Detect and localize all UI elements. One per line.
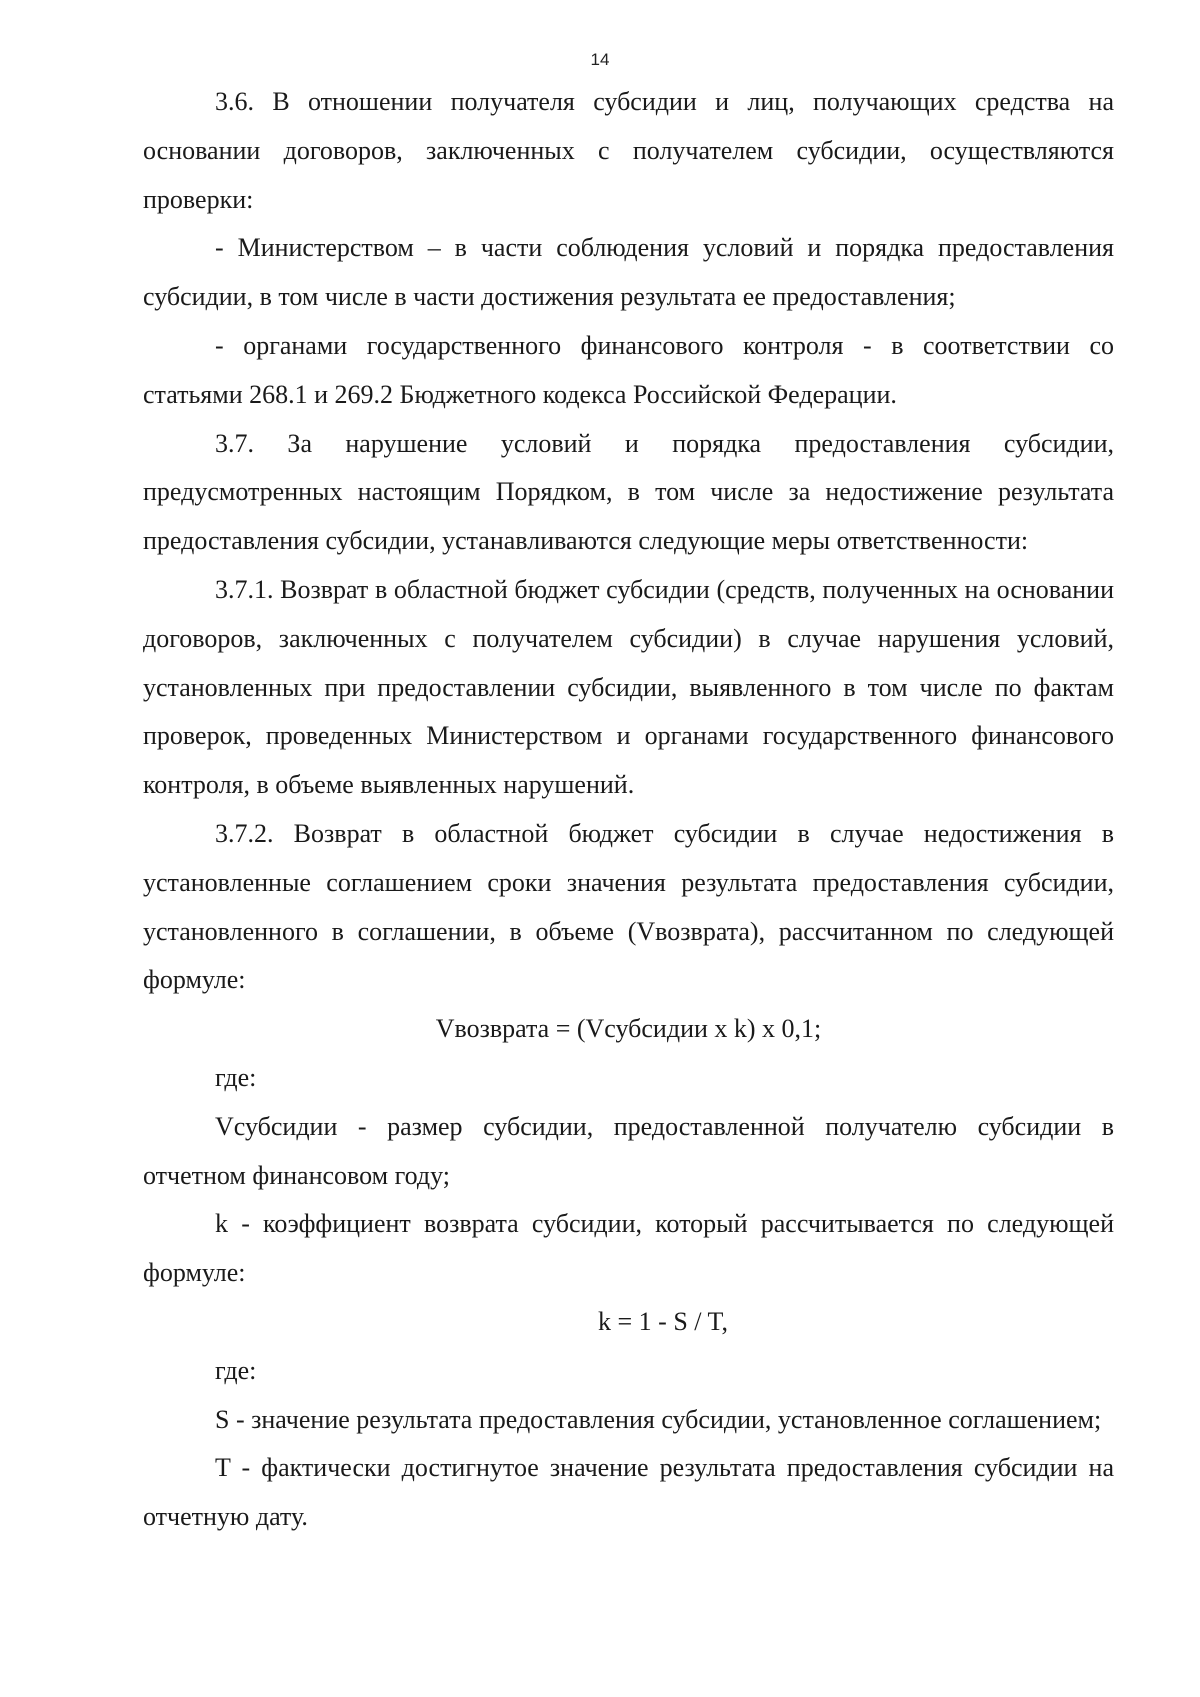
where-label: где: [215,1062,257,1092]
paragraph-ministry-check: - Министерством – в части соблюдения условий и порядка предоставления субсидии, в том числе в части достижения результата ее предоставления; [143,233,1114,312]
paragraph-3-7-1: 3.7.1. Возврат в областной бюджет субсидии (средств, полученных на основании договоров, заключенных с получателем субсидии) в случае нарушения условий, установленных при предоставлении субсидии, выявленного в том числе по фактам проверок, проведенных Министерством и органами государственного финансового контроля, в объеме выявленных нарушений. [143,574,1114,800]
paragraph-3-6: 3.6. В отношении получателя субсидии и лиц, получающих средства на основании договоров, заключенных с получателем субсидии, осуществляются проверки: [143,87,1114,214]
paragraph-3-7: 3.7. За нарушение условий и порядка предоставления субсидии, предусмотренных настоящим Порядком, в том числе за недостижение результата предоставления субсидии, устанавливаются следующие меры ответственности: [143,428,1114,556]
definition-vsubsidy: Vсубсидии - размер субсидии, предоставленной получателю субсидии в отчетном финансовом году; [143,1111,1114,1190]
definition-k: k - коэффициент возврата субсидии, который рассчитывается по следующей формуле: [143,1209,1114,1288]
definition-s: S - значение результата предоставления субсидии, установленное соглашением; [215,1404,1102,1434]
paragraph-3-7-2: 3.7.2. Возврат в областной бюджет субсидии в случае недостижения в установленные соглашением сроки значения результата предоставления субсидии, установленного в соглашении, в объеме (Vвозврата), рассчитанном по следующей формуле: [143,818,1114,995]
page-number: 14 [590,50,610,69]
formula-k: k = 1 - S / T, [598,1306,728,1336]
formula-return-volume: Vвозврата = (Vсубсидии x k) x 0,1; [435,1014,822,1044]
paragraph-financial-control: - органами государственного финансового контроля - в соответствии со статьями 268.1 и 269.2 Бюджетного кодекса Российской Федерации. [143,330,1114,409]
definition-t: T - фактически достигнутое значение результата предоставления субсидии на отчетную дату. [143,1453,1114,1532]
document-body [143,78,1114,1542]
where-label-2: где: [215,1355,257,1385]
